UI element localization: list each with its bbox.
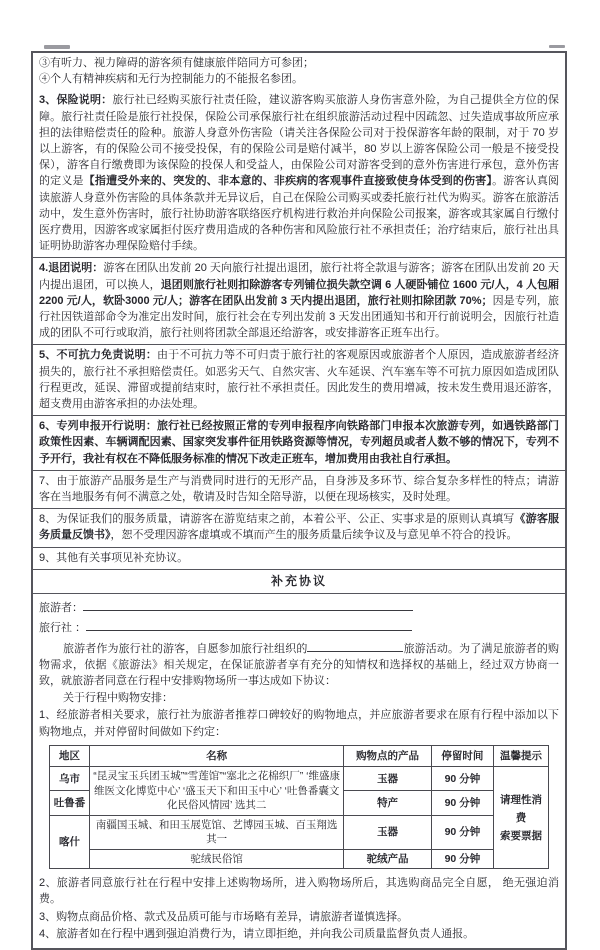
region-cell: 喀什 bbox=[50, 815, 90, 869]
shopping-table bbox=[49, 745, 549, 870]
agency-blank-line bbox=[86, 618, 412, 631]
tourist-label: 旅游者： bbox=[39, 602, 83, 615]
bold-text: 3、保险说明： bbox=[39, 94, 113, 107]
contract-clause bbox=[33, 415, 565, 470]
tip-cell bbox=[494, 767, 549, 869]
eligibility-notes bbox=[33, 53, 565, 90]
bold-text: 退团则旅行社则扣除游客专列铺位损失款空调 6 人硬卧铺位 1600 元/人，4 人包厢 2200 元/人，软卧3000 元/人；游客在团队出发前 3 天内提出退团，旅行社则扣除团款 70%； bbox=[39, 278, 560, 307]
tourist-signature-line bbox=[39, 598, 559, 616]
scan-artifact bbox=[549, 45, 565, 48]
table-row bbox=[50, 815, 549, 849]
shop-name-cell: “昆灵宝玉兵团玉城”“雪莲馆”“塞北之花棉织厂” ‘维盛康维医文化博览中心’ ‘盛玉天下和田玉中心’ ‘吐鲁番囊文化民俗风情园’ 选其二 bbox=[89, 767, 344, 816]
region-cell: 乌市 bbox=[50, 767, 90, 791]
contract-clause bbox=[33, 547, 565, 569]
bold-text: 4.退团说明： bbox=[39, 262, 104, 275]
time-cell: 90 分钟 bbox=[431, 815, 493, 849]
tip-line: 索要票据 bbox=[500, 829, 543, 842]
tip-line: 请理性消费 bbox=[500, 793, 543, 824]
note-line: ③有听力、视力障碍的游客须有健康旅伴陪同方可参团； bbox=[39, 57, 314, 69]
supplement-items bbox=[39, 875, 559, 942]
header-product: 购物点的产品 bbox=[344, 745, 431, 767]
text: 。游客认真阅读旅游人身意外伤害险的具体条款并无异议后，自己在保险公司购买或委托旅行社代为购买。游客在旅游活动中，发生意外伤害时，旅行社协助游客联络医疗机构进行救治并向保险公司报案，游客或其家属自行缴付医疗费用，因游客或家属拒付医疗费用造成的各种伤害和风险旅行社不承担责任；治疗结束后，旅行社出具证明协助游客办理保险赔付手续。 bbox=[39, 175, 560, 253]
table-row bbox=[50, 767, 549, 791]
supplement-intro bbox=[39, 639, 559, 690]
text: 旅行社已经购买旅行社责任险，建议游客购买旅游人身伤害意外险，为自己提供全方位的保障。旅行社责任险是旅行社投保，保险公司承保旅行社在组织旅游活动过程中因疏忽、过失造成事故所应承担的法律赔偿责任的险种。旅游人身意外伤害险（请关注各保险公司对于投保游客年龄的限制，对于 70 岁以上游客，有的保险公司不接受投保，有的保险公司是赔付减半，80 岁以上游客保险公司一般是不接受投保），游客自行缴费即为该保险的投保人和受益人，由保险公司对游客受到的意外伤害进行承包，意外伤害的定义是 bbox=[39, 94, 560, 188]
shop-name-cell: 驼绒民俗馆 bbox=[89, 849, 344, 869]
text: 旅游者作为旅行社的游客，自愿参加旅行社组织的 bbox=[63, 642, 308, 655]
agency-signature-line bbox=[39, 618, 559, 636]
contract-clause bbox=[33, 344, 565, 415]
text: 旅游活动。为了满足旅游者的购物需求，依据《旅游法》相关规定，在保证旅游者享有充分的知情权和选择权的基础上，经过双方协商一致，就旅游者同意在行程中安排购物场所一事达成如下协议： bbox=[39, 642, 560, 687]
contract-document bbox=[31, 51, 567, 950]
bold-text: 5、不可抗力免责说明： bbox=[39, 349, 157, 362]
contract-clause bbox=[33, 90, 565, 257]
header-time: 停留时间 bbox=[431, 745, 493, 767]
bold-text: 《游客服务质量反馈书》 bbox=[39, 513, 559, 542]
inline-blank-line bbox=[307, 639, 403, 652]
product-cell: 特产 bbox=[344, 791, 431, 815]
supplement-item: 3、购物点商品价格、款式及品质可能与市场略有差异，请旅游者谨慎选择。 bbox=[39, 910, 409, 923]
supplement-item-1: 1、经旅游者相关要求，旅行社为旅游者推荐口碑较好的购物地点，并应旅游者要求在原有行程中添加以下购物地点，并对停留时间做如下约定： bbox=[39, 709, 559, 738]
text: 7、由于旅游产品服务是生产与消费同时进行的无形产品，自身涉及多环节、综合复杂多样性的特点；请游客在当地服务有何不满意之处，敬请及时告知全陪导游，以便在现场核实，及时处理。 bbox=[39, 474, 559, 504]
text: 游客在团队出发前 20 天向旅行社提出退团，旅行社将全款退与游客；游客在团队出发前 20 天内提出退团，可以换人， bbox=[39, 262, 559, 291]
time-cell: 90 分钟 bbox=[431, 791, 493, 815]
text: 8、为保证我们的服务质量，请游客在游览结束之前，本着公平、公正、实事求是的原则认真填写 bbox=[39, 513, 515, 526]
header-region: 地区 bbox=[50, 745, 90, 767]
agency-label: 旅行社 ： bbox=[39, 622, 87, 635]
product-cell: 玉器 bbox=[344, 767, 431, 791]
table-header-row bbox=[50, 745, 549, 767]
contract-clause bbox=[33, 508, 565, 546]
product-cell: 玉器 bbox=[344, 815, 431, 849]
header-tip: 温馨提示 bbox=[494, 745, 549, 767]
region-cell: 吐鲁番 bbox=[50, 791, 90, 815]
text: 9、其他有关事项见补充协议。 bbox=[39, 551, 189, 564]
time-cell: 90 分钟 bbox=[431, 849, 493, 869]
contract-clauses bbox=[33, 90, 565, 568]
contract-clause bbox=[33, 470, 565, 508]
scan-artifact bbox=[44, 45, 70, 49]
contract-clause bbox=[33, 257, 565, 344]
header-name: 名称 bbox=[89, 745, 344, 767]
shop-name-cell: 南疆国玉城、和田玉展览馆、艺博园玉城、百玉翔选其一 bbox=[89, 815, 344, 849]
tourist-blank-line bbox=[83, 598, 413, 611]
supplement-title: 补充协议 bbox=[33, 569, 565, 593]
table-row bbox=[50, 849, 549, 869]
supplement-item: 4、旅游者如在行程中遇到强迫消费行为，请立即拒绝，并向我公司质量监督负责人通报。 bbox=[39, 927, 475, 940]
text: 因是专列，旅行社因铁道部命令为准定出发时间，旅行社会在专列出发前 3 天发出团通知书和开行前说明会，因旅行社造成的团队不可行或取消，旅行社则将团款全部退还给游客，或安排游客正班车出行。 bbox=[39, 294, 559, 340]
bold-text: 6、专列申报开行说明：旅行社已经按照正常的专列申报程序向铁路部门申报本次旅游专列，如遇铁路部门政策性因素、车辆调配因素、国家突发事件征用铁路资源等情况，专列超员或者人数不够的情况下，专列不予开行，我社有权在不降低服务标准的情况下改走正班车，增加费用由我社自行承担。 bbox=[39, 420, 559, 465]
supplement-item: 2、旅游者同意旅行社在行程中安排上述购物场所，进入购物场所后，其选购商品完全自愿， 绝无强迫消费。 bbox=[39, 877, 559, 906]
supplement-body bbox=[33, 593, 565, 948]
note-line: ④个人有精神疾病和无行为控制能力的不能报名参团。 bbox=[39, 73, 303, 86]
bold-text: 【指遭受外来的、突发的、非本意的、非疾病的客观事件直接致使身体受到的伤害】 bbox=[83, 175, 493, 188]
product-cell: 驼绒产品 bbox=[344, 849, 431, 869]
text: 由于不可抗力等不可归责于旅行社的客观原因或旅游者个人原因，造成旅游者经济损失的，旅行社不承担赔偿责任。如恶劣天气、自然灾害、火车延误、汽车塞车等不可抗力原因如造成团队行程更改，延误、滞留或提前结束时，旅行社不承担责任。因此发生的费用增减，按未发生费用退还游客，超支费用由游客承担的办法处理。 bbox=[39, 349, 559, 411]
text: ，恕不受理因游客虚填或不填而产生的服务质量后续争议及与意见单不符合的投诉。 bbox=[110, 529, 518, 542]
shopping-arrangement-heading: 关于行程中购物安排： bbox=[63, 692, 173, 705]
time-cell: 90 分钟 bbox=[431, 767, 493, 791]
